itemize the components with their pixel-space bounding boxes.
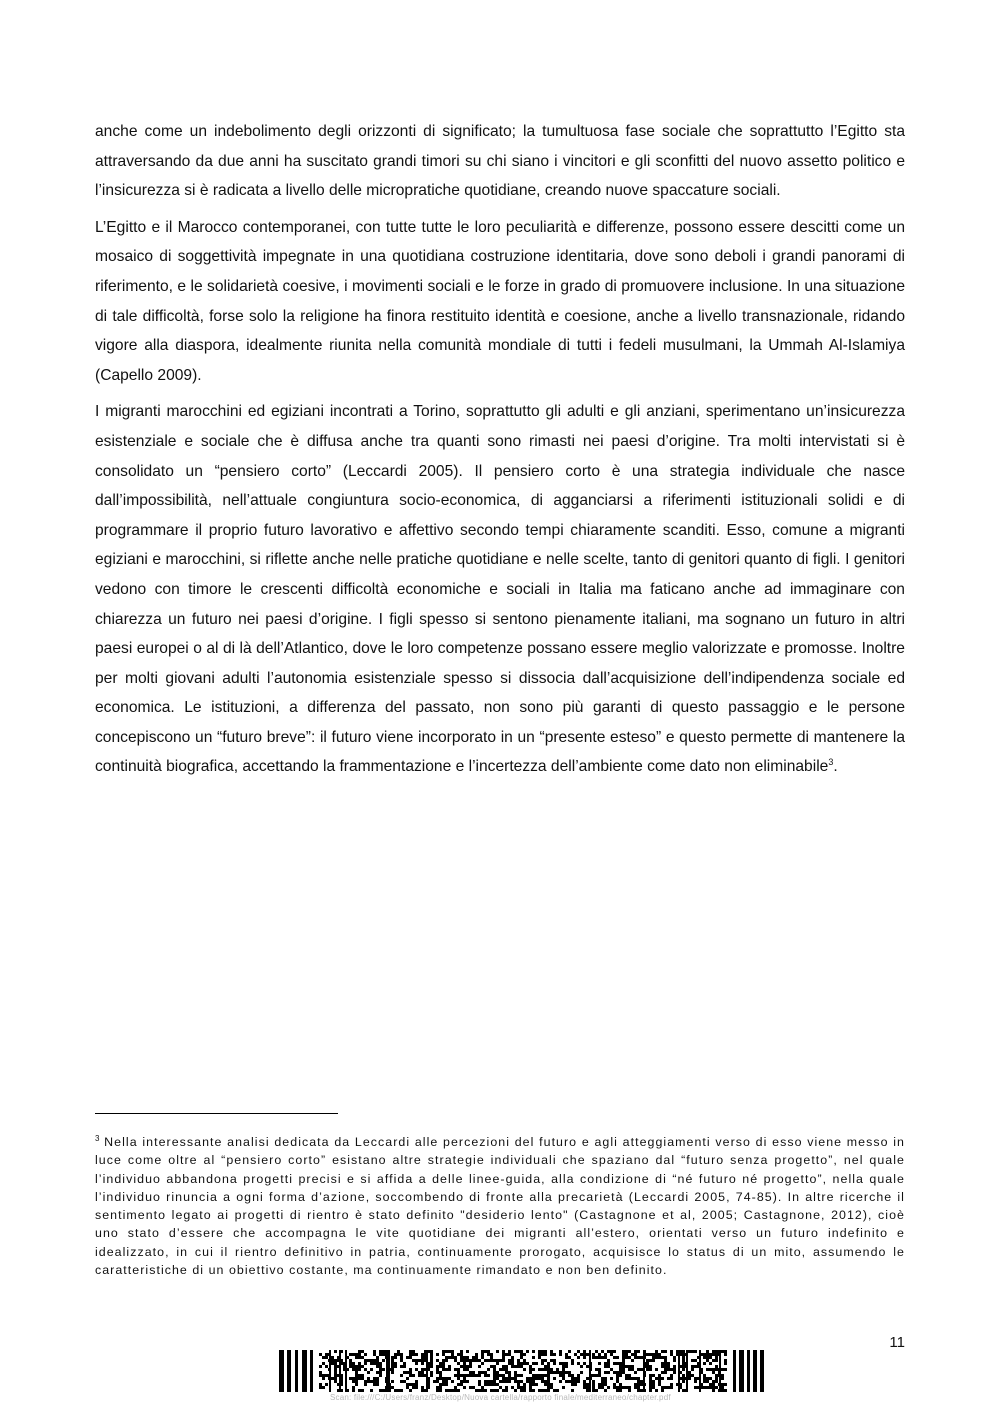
barcode-image: [265, 1348, 767, 1394]
paragraph: L’Egitto e il Marocco contemporanei, con tutte tutte le loro peculiarità e differenze, possono essere descitti come un mosaico di soggettività impegnate in una quotidiana costruzione identitaria, dove sono deboli i grandi panorami di riferimento, e le solidarietà coesive, i movimenti sociali e le forze in grado di promuovere inclusione. In una situazione di tale difficoltà, forse solo la religione ha finora restituito identità e coesione, anche a livello transnazionale, ridando vigore alla diaspora, idealmente riunita nella comunità mondiale di tutti i fedeli musulmani, la Ummah Al-Islamiya (Capello 2009).: [95, 218, 905, 384]
paragraph-text: I migranti marocchini ed egiziani incontrati a Torino, soprattutto gli adulti e gli anziani, sperimentano un’insicurezza esistenziale e sociale che è diffusa anche tra quanti sono rimasti nei paesi d’origine. Tra molti intervistati si è consolidato un “pensiero corto” (Leccardi 2005). Il pensiero corto è una strategia individuale che nasce dall’impossibilità, nell’attuale congiuntura socio-economica, di agganciarsi a riferimenti istituzionali solidi e di programmare il proprio futuro lavorativo e affettivo secondo tempi chiaramente scanditi. Esso, comune a migranti egiziani e marocchini, si riflette anche nelle pratiche quotidiane e nelle scelte, tanto di genitori quanto di figli. I genitori vedono con timore le crescenti difficoltà economiche e sociali in Italia ma faticano anche ad immaginare con chiarezza un futuro nei paesi d’origine. I figli spesso si sentono pienamente italiani, ma sognano un futuro in altri paesi europei o al di là dell’Atlantico, dove le loro competenze possano essere meglio valorizzate e promosse. Inoltre per molti giovani adulti l’autonomia esistenziale spesso si dissocia dall’acquisizione dell’indipendenza sociale ed economica. Le istituzioni, a differenza del passato, non sono più garanti di questo passaggio e le persone concepiscono un “futuro breve”: il futuro viene incorporato in un “presente esteso” e questo permette di mantenere la continuità biografica, accettando la frammentazione e l’incertezza dell’ambiente come dato non eliminabile: [95, 403, 905, 776]
paragraph-end: .: [833, 758, 838, 776]
footnote-number: 3: [95, 1133, 100, 1143]
footnote-separator: [95, 1113, 338, 1114]
paragraph: anche come un indebolimento degli orizzonti di significato; la tumultuosa fase sociale che soprattutto l’Egitto sta attraversando da due anni ha suscitato grandi timori su chi siano i vincitori e gli sconfitti del nuovo assetto politico e l’insicurezza si è radicata a livello delle micropratiche quotidiane, creando nuove spaccature sociali.: [95, 123, 905, 200]
footnote-text: Nella interessante analisi dedicata da Leccardi alle percezioni del futuro e agli atteggiamenti verso di esso viene messo in luce come oltre al “pensiero corto” esistano altre strategie individuali che spaziano dal “futuro senza progetto”, nel quale l’individuo abbandona progetti precisi e si affida a delle linee-guida, alla condizione di “né futuro né progetto”, nella quale l’individuo rinuncia a ogni forma d’azione, soccombendo di fronte alla precarietà (Leccardi 2005, 74-85). In altre ricerche il sentimento legato ai progetti di rientro è stato definito "desiderio lento" (Castagnone et al, 2005; Castagnone, 2012), cioè uno stato d’essere che accompagna le vite quotidiane dei migranti all’estero, orientati verso un futuro indefinito e idealizzato, in cui il rientro definitivo in patria, continuamente prorogato, acquisisce lo status di un mito, assumendo le caratteristiche di un obiettivo costante, ma continuamente rimandato e non ben definito.: [95, 1135, 906, 1278]
page-number: 11: [889, 1334, 905, 1351]
scan-path-text: Scan: file:///C:/Users/franz/Desktop/Nuova cartella/rapporto finale/mediterraneo/chapter.pdf: [330, 1393, 671, 1402]
footnote: [95, 1133, 905, 1279]
body-text: [95, 117, 905, 789]
paragraph: [95, 397, 905, 782]
footnote-reference[interactable]: 3: [828, 757, 834, 768]
